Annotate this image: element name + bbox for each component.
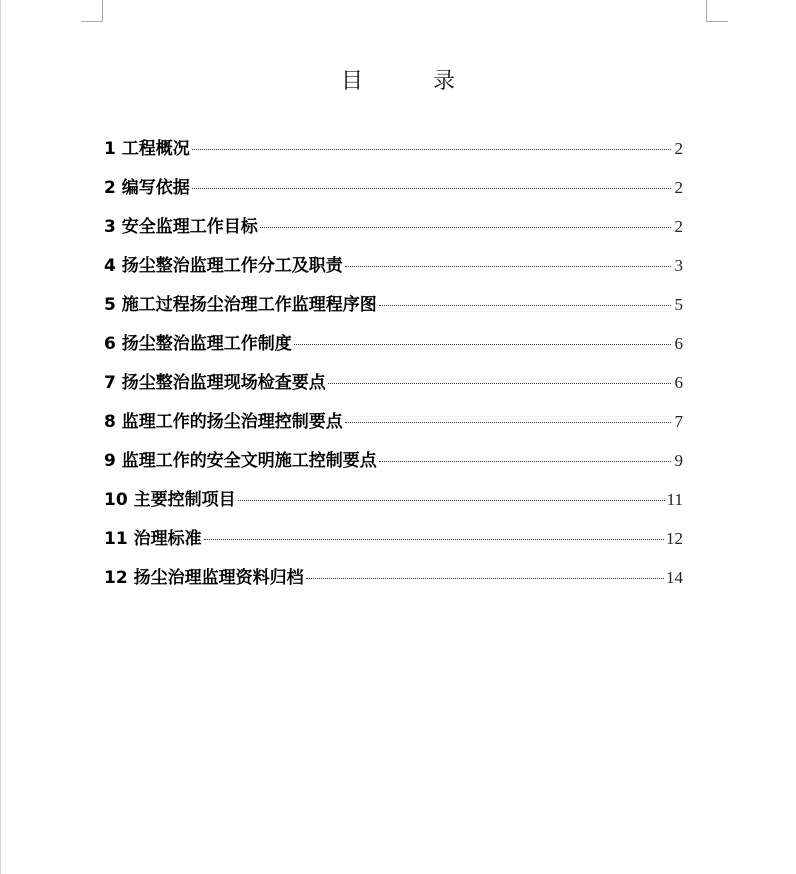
toc-dot-leader [345,422,671,423]
toc-dot-leader [379,461,671,462]
toc-entry[interactable] [104,133,683,172]
toc-dot-leader [192,188,671,189]
toc-entry-label: 10 主要控制项目 [104,490,236,510]
toc-entry[interactable] [104,406,683,445]
toc-dot-leader [204,539,664,540]
toc-dot-leader [379,305,671,306]
toc-entry-page: 2 [674,139,683,158]
toc-entry-label: 9 监理工作的安全文明施工控制要点 [104,451,377,471]
toc-entry-label: 3 安全监理工作目标 [104,217,258,237]
toc-entry-page: 3 [674,256,683,275]
toc-entry[interactable] [104,289,683,328]
toc-entry[interactable] [104,562,683,601]
toc-entry-page: 14 [666,568,683,587]
toc-dot-leader [345,266,671,267]
toc-entry[interactable] [104,523,683,562]
toc-entry[interactable] [104,484,683,523]
toc-entry-page: 12 [666,529,683,548]
toc-entry[interactable] [104,445,683,484]
toc-entry[interactable] [104,172,683,211]
toc-dot-leader [260,227,671,228]
toc-entry-page: 9 [674,451,683,470]
toc-entry-label: 12 扬尘治理监理资料归档 [104,568,304,588]
toc-entry[interactable] [104,211,683,250]
top-right-crop-mark [706,0,728,22]
page-edge-line [0,0,1,874]
toc-entry[interactable] [104,328,683,367]
toc-entry-page: 7 [674,412,683,431]
top-left-crop-mark [81,0,103,22]
toc-entry-label: 8 监理工作的扬尘治理控制要点 [104,412,343,432]
toc-entry-label: 5 施工过程扬尘治理工作监理程序图 [104,295,377,315]
toc-entry-page: 2 [674,217,683,236]
toc-entry-page: 11 [666,490,683,509]
toc-entry-page: 2 [674,178,683,197]
toc-entry-label: 6 扬尘整治监理工作制度 [104,334,292,354]
toc-entry[interactable] [104,250,683,289]
toc-title: 目 录 [340,69,479,94]
toc-dot-leader [306,578,664,579]
toc-entry-page: 6 [674,373,683,392]
toc-dot-leader [294,344,671,345]
toc-dot-leader [192,149,671,150]
toc-entry-label: 11 治理标准 [104,529,202,549]
toc-list [104,133,683,601]
toc-entry-page: 5 [674,295,683,314]
toc-dot-leader [328,383,671,384]
toc-entry-page: 6 [674,334,683,353]
toc-entry-label: 4 扬尘整治监理工作分工及职责 [104,256,343,276]
toc-entry[interactable] [104,367,683,406]
toc-entry-label: 2 编写依据 [104,178,190,198]
toc-entry-label: 1 工程概况 [104,139,190,159]
toc-entry-label: 7 扬尘整治监理现场检查要点 [104,373,326,393]
toc-dot-leader [238,500,665,501]
